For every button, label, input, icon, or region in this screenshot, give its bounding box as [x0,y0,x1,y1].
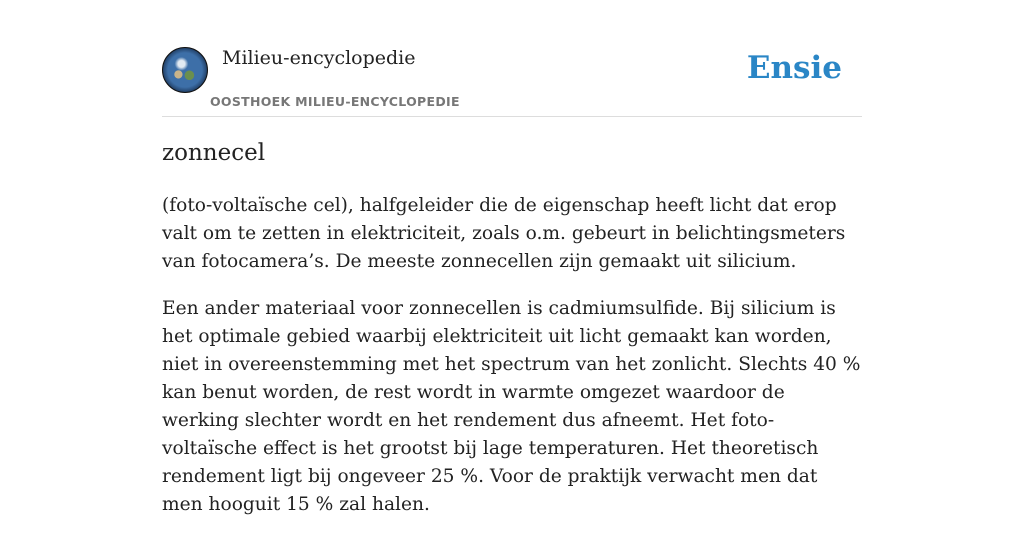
site-name-link[interactable]: Milieu-encyclopedie [222,47,416,69]
article-title: zonnecel [162,140,266,166]
article-body [162,192,862,538]
article-paragraph: Een ander materiaal voor zonnecellen is cadmiumsulfide. Bij silicium is het optimale gebied waarbij elektriciteit uit licht gemaakt kan worden, niet in overeenstemming met het spectrum van het zonlicht. Slechts 40 % kan benut worden, de rest wordt in warmte omgezet waardoor de werking slechter wordt en het rendement dus afneemt. Het foto-voltaïsche effect is het grootst bij lage temperaturen. Het theoretisch rendement ligt bij ongeveer 25 %. Voor de praktijk verwacht men dat men hooguit 15 % zal halen. [162,298,861,515]
encyclopedia-subtitle: OOSTHOEK MILIEU-ENCYCLOPEDIE [210,94,460,109]
site-header [162,44,862,117]
article-paragraph: (foto-voltaïsche cel), halfgeleider die de eigenschap heeft licht dat erop valt om te zetten in elektriciteit, zoals o.m. gebeurt in belichtingsmeters van fotocamera’s. De meeste zonnecellen zijn gemaakt uit silicium. [162,195,846,272]
ensie-logo-link[interactable]: Ensie [746,50,842,86]
earth-globe-icon[interactable] [162,47,208,93]
